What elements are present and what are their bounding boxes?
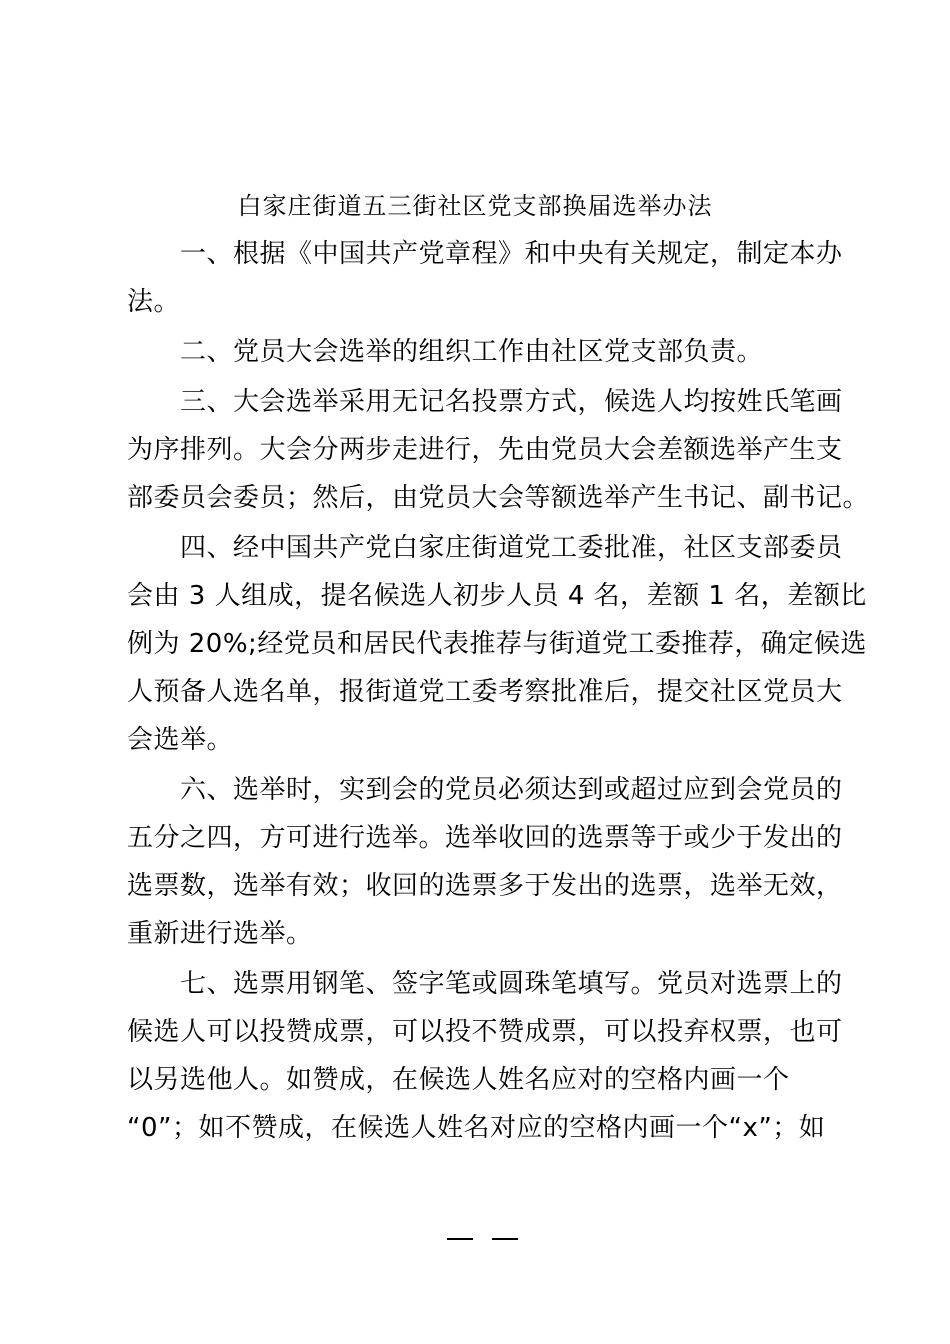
page-number-dash-left [447,1238,473,1240]
text-line: 为序排列。大会分两步走进行，先由党员大会差额选举产生支 [127,435,843,465]
text-line: 会由 3 人组成，提名候选人初步人员 4 名，差额 1 名，差额比 [127,581,867,611]
text-line: 四、经中国共产党白家庄街道党工委批准，社区支部委员 [127,533,843,563]
document-body [127,230,870,1154]
text-line: 六、选举时，实到会的党员必须达到或超过应到会党员的 [127,775,843,805]
paragraph-5 [127,766,843,958]
paragraph-1 [127,230,843,326]
paragraph-3 [127,378,870,522]
text-line: 部委员会委员；然后，由党员大会等额选举产生书记、副书记。 [127,483,870,513]
text-line: 会选举。 [127,725,234,755]
text-line: 七、选票用钢笔、签字笔或圆珠笔填写。党员对选票上的 [127,969,843,999]
page-number-dash-right [492,1238,518,1240]
text-line: “0”；如不赞成，在候选人姓名对应的空格内画一个“x”；如 [127,1113,826,1143]
text-line: 三、大会选举采用无记名投票方式，候选人均按姓氏笔画 [127,387,843,417]
paragraph-2 [127,328,831,376]
document-title: 白家庄街道五三街社区党支部换届选举办法 [237,192,713,220]
text-line: 五分之四，方可进行选举。选举收回的选票等于或少于发出的 [127,823,843,853]
text-line: 例为 20%;经党员和居民代表推荐与街道党工委推荐，确定候选 [127,629,867,659]
text-line: 重新进行选举。 [127,919,313,949]
paragraph-4 [127,524,867,764]
text-line: 人预备人选名单，报街道党工委考察批准后，提交社区党员大 [127,677,843,707]
text-line: 选票数，选举有效；收回的选票多于发出的选票，选举无效， [127,871,843,901]
text-line: 候选人可以投赞成票，可以投不赞成票，可以投弃权票，也可 [127,1017,843,1047]
paragraph-6 [127,960,843,1152]
text-line: 以另选他人。如赞成，在候选人姓名应对的空格内画一个 [127,1065,790,1095]
text-line: 一、根据《中国共产党章程》和中央有关规定，制定本办 [127,239,843,269]
text-line: 二、党员大会选举的组织工作由社区党支部负责。 [127,337,764,367]
text-line: 法。 [127,287,181,317]
